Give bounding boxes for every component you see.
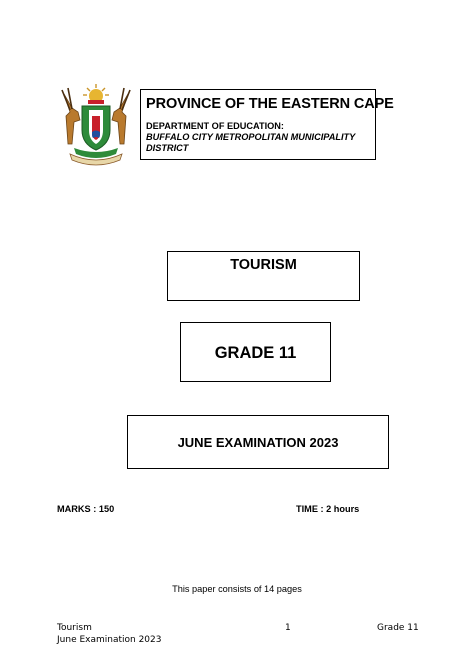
province-title: PROVINCE OF THE EASTERN CAPE [146,96,394,112]
shield [82,106,110,150]
time-label: TIME : 2 hours [296,504,360,514]
page-count-note: This paper consists of 14 pages [172,584,302,594]
footer-grade: Grade 11 [377,623,419,633]
exam-box [127,415,389,469]
sun-crest [83,84,109,104]
marks-label: MARKS : 150 [57,504,115,514]
coat-of-arms-icon [54,82,138,166]
header-box [140,89,394,160]
exam-title: JUNE EXAMINATION 2023 [177,435,339,450]
motto-ribbon [70,148,122,165]
grade-title: GRADE 11 [214,344,297,362]
department-label: DEPARTMENT OF EDUCATION: [146,121,284,131]
footer-exam: June Examination 2023 [57,635,162,645]
district-line-2: DISTRICT [146,143,189,153]
subject-box [167,251,360,301]
district-line-1: BUFFALO CITY METROPOLITAN MUNICIPALITY [146,132,356,142]
left-antelope [62,88,80,144]
footer-left [57,622,161,646]
subject-title: TOURISM [230,257,297,273]
footer-page-number: 1 [285,623,291,633]
footer-subject: Tourism [57,623,92,633]
right-antelope [112,88,130,144]
grade-box [180,322,331,382]
